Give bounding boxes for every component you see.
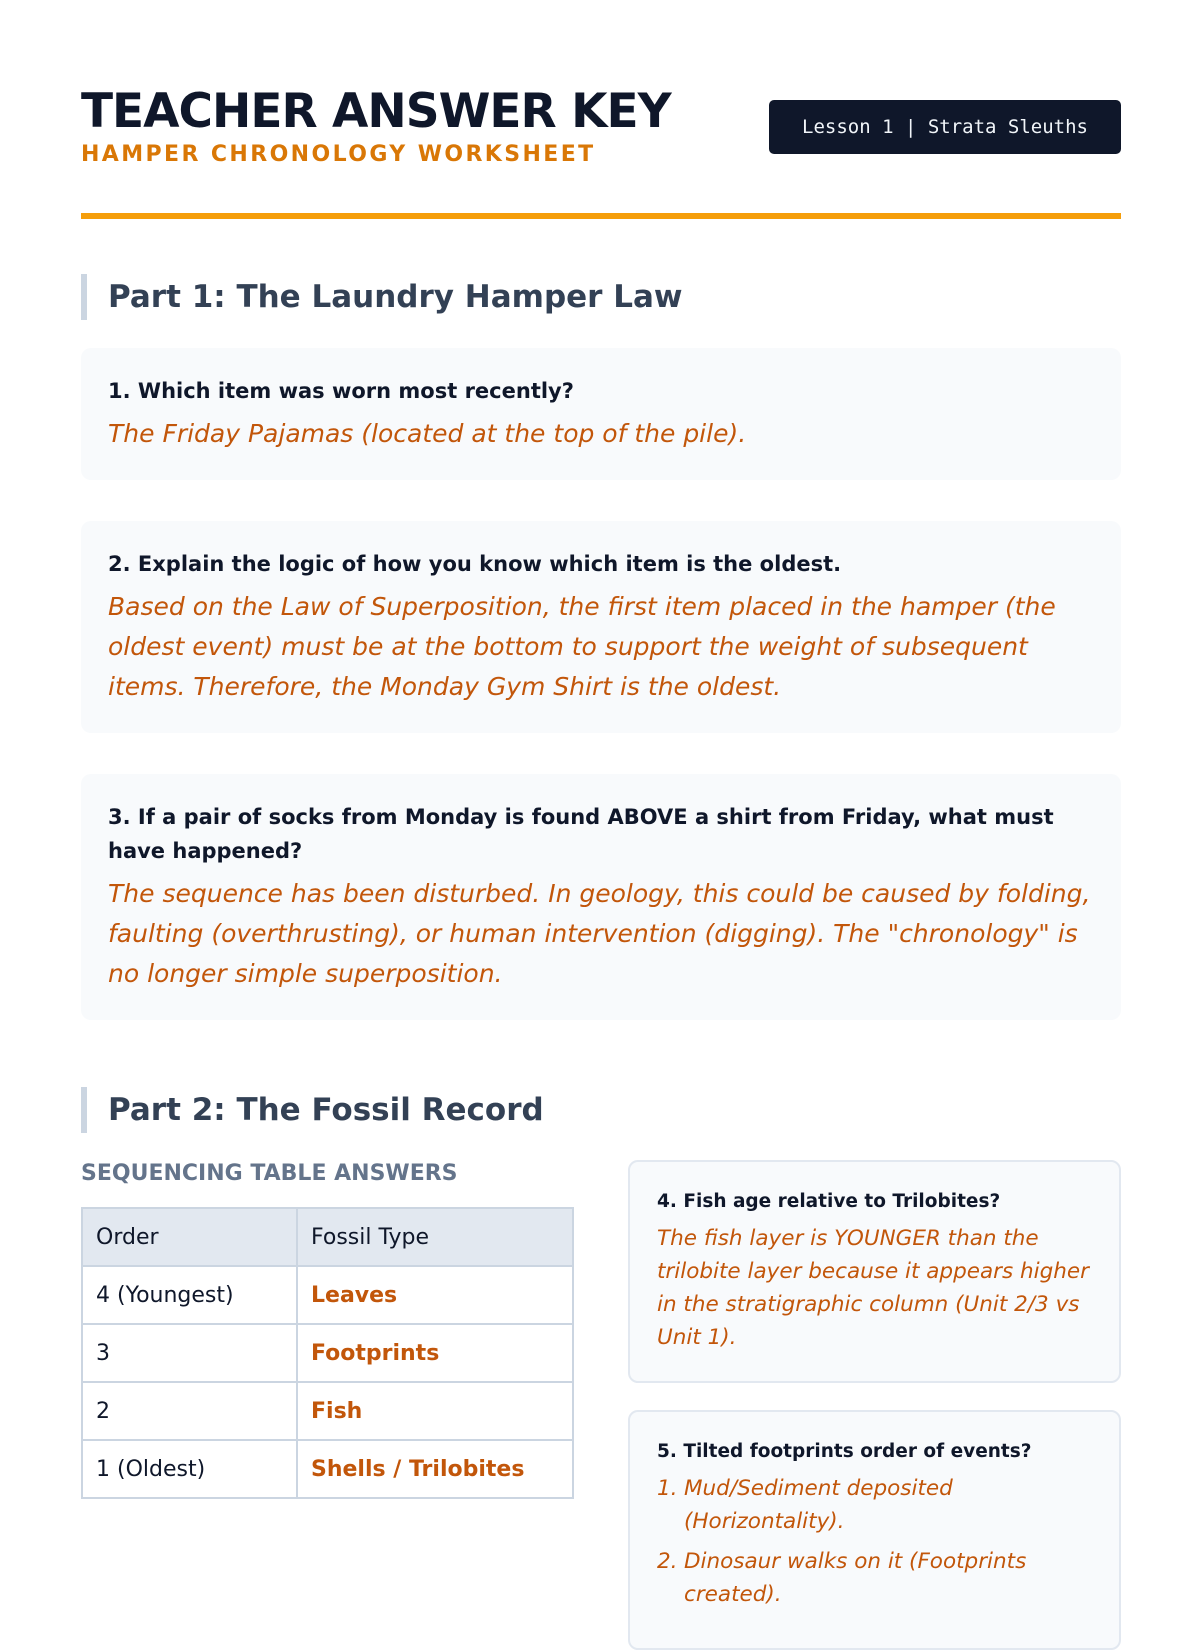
answer-text: The Friday Pajamas (located at the top of the pile). [108,419,747,448]
order-cell: 4 (Youngest) [82,1266,297,1324]
list-item [657,1545,1093,1611]
part1-heading: Part 1: The Laundry Hamper Law [81,274,1121,320]
question-text: 5. Tilted footprints order of events? [657,1441,1032,1462]
fossil-cell: Footprints [297,1324,573,1382]
table-row [82,1266,573,1324]
question-card-3 [81,774,1121,1020]
fossil-cell: Leaves [297,1266,573,1324]
answer-text: The fish layer is YOUNGER than the trilobite layer because it appears higher in the stratigraphic column (Unit 2/3 vs Unit 1). [657,1226,1089,1350]
step-number: 2. [657,1549,678,1574]
table-row [82,1324,573,1382]
fossil-cell: Fish [297,1382,573,1440]
question-card-4 [628,1160,1121,1383]
table-row [82,1440,573,1498]
order-cell: 3 [82,1324,297,1382]
question-card-1 [81,348,1121,480]
table-row [82,1382,573,1440]
page-subtitle: HAMPER CHRONOLOGY WORKSHEET [81,142,596,167]
question-text: 1. Which item was worn most recently? [108,379,574,403]
event-steps-list [657,1472,1093,1611]
question-text: 3. If a pair of socks from Monday is found ABOVE a shirt from Friday, what must have happened? [108,805,1054,863]
column-header-order: Order [82,1208,297,1266]
answer-text: Based on the Law of Superposition, the first item placed in the hamper (the oldest event) must be at the bottom to support the weight of subsequent items. Therefore, the Monday Gym Shirt is the oldest. [108,592,1056,701]
question-card-5 [628,1410,1121,1650]
fossil-cell: Shells / Trilobites [297,1440,573,1498]
order-cell: 1 (Oldest) [82,1440,297,1498]
column-header-fossil: Fossil Type [297,1208,573,1266]
sequencing-table [81,1207,574,1499]
list-item [657,1472,1093,1538]
question-text: 4. Fish age relative to Trilobites? [657,1191,1001,1212]
table-caption: SEQUENCING TABLE ANSWERS [81,1161,458,1186]
step-number: 1. [657,1476,678,1501]
answer-text: The sequence has been disturbed. In geology, this could be caused by folding, faulting (overthrusting), or human intervention (digging). The "chronology" is no longer simple superposition. [108,879,1091,988]
order-cell: 2 [82,1382,297,1440]
page-header [81,84,1121,174]
question-text: 2. Explain the logic of how you know which item is the oldest. [108,552,842,576]
step-text: Mud/Sediment deposited (Horizontality). [684,1476,953,1534]
lesson-badge: Lesson 1 | Strata Sleuths [769,100,1121,154]
part2-heading: Part 2: The Fossil Record [81,1087,1121,1133]
step-text: Dinosaur walks on it (Footprints created). [684,1549,1027,1607]
page-title: TEACHER ANSWER KEY [81,84,671,139]
header-divider [81,213,1121,219]
question-card-2 [81,521,1121,733]
table-header-row [82,1208,573,1266]
